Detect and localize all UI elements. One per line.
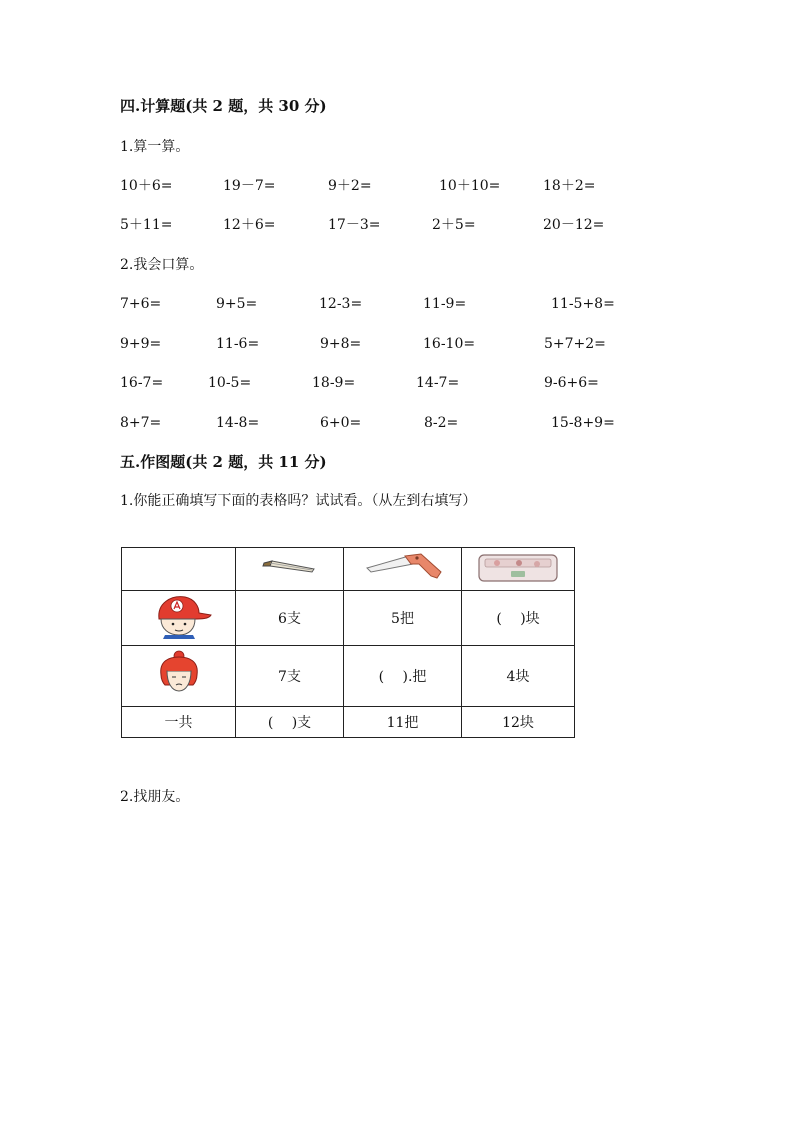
pencil-case-icon [475,549,561,585]
calc-item: 12＋6= [223,217,276,233]
boy-pencil-case-blank: ( )块 [462,591,575,646]
question-2-label: 2.找朋友。 [120,789,190,805]
pencil-icon [260,557,320,577]
knife-cell [344,548,462,591]
boy-knife-count: 5把 [344,591,462,646]
table-row-boy [122,591,575,646]
mental-item: 5+7+2= [544,336,606,352]
boy-avatar-cell [122,591,236,646]
mental-item: 12-3= [319,296,363,312]
table-corner-cell [122,548,236,591]
calc-item: 10＋6= [120,178,173,194]
calc-item: 20－12= [543,217,605,233]
pencil-cell [236,548,344,591]
boy-avatar-icon [145,593,213,639]
calc-item: 10＋10= [439,178,501,194]
table-row-total [122,707,575,738]
mental-item: 10-5= [208,375,252,391]
calc-item: 2＋5= [432,217,476,233]
mental-item: 8+7= [120,415,162,431]
table-header-row [122,548,575,591]
girl-avatar-icon [155,649,203,699]
mental-item: 11-6= [216,336,260,352]
question-2-label: 2.我会口算。 [120,257,204,273]
total-label: 一共 [122,707,236,738]
question-1-label: 1.你能正确填写下面的表格吗？试试看。（从左到右填写） [120,493,477,509]
girl-knife-blank: ( ).把 [344,646,462,707]
mental-item: 9-6+6= [544,375,599,391]
mental-item: 9+5= [216,296,258,312]
mental-item: 11-5+8= [551,296,615,312]
mental-item: 14-8= [216,415,260,431]
calc-item: 9＋2= [328,178,372,194]
mental-item: 9+8= [320,336,362,352]
mental-item: 15-8+9= [551,415,615,431]
total-pencil-case-count: 12块 [462,707,575,738]
mental-item: 14-7= [416,375,460,391]
mental-item: 18-9= [312,375,356,391]
table-row-girl [122,646,575,707]
mental-item: 16-10= [423,336,476,352]
mental-item: 6+0= [320,415,362,431]
fill-in-table [121,547,575,738]
girl-avatar-cell [122,646,236,707]
mental-item: 7+6= [120,296,162,312]
mental-item: 9+9= [120,336,162,352]
mental-item: 8-2= [424,415,459,431]
total-pencil-blank: ( )支 [236,707,344,738]
calc-item: 19－7= [223,178,276,194]
calc-item: 18＋2= [543,178,596,194]
knife-icon [361,550,445,584]
girl-pencil-count: 7支 [236,646,344,707]
total-knife-count: 11把 [344,707,462,738]
calc-item: 17－3= [328,217,381,233]
girl-pencil-case-count: 4块 [462,646,575,707]
boy-pencil-count: 6支 [236,591,344,646]
mental-item: 11-9= [423,296,467,312]
section-5-title: 五.作图题(共 2 题，共 11 分) [120,453,327,471]
section-4-title: 四.计算题(共 2 题，共 30 分) [120,97,327,115]
mental-item: 16-7= [120,375,164,391]
pencil-case-cell [462,548,575,591]
calc-item: 5＋11= [120,217,173,233]
question-1-label: 1.算一算。 [120,139,190,155]
